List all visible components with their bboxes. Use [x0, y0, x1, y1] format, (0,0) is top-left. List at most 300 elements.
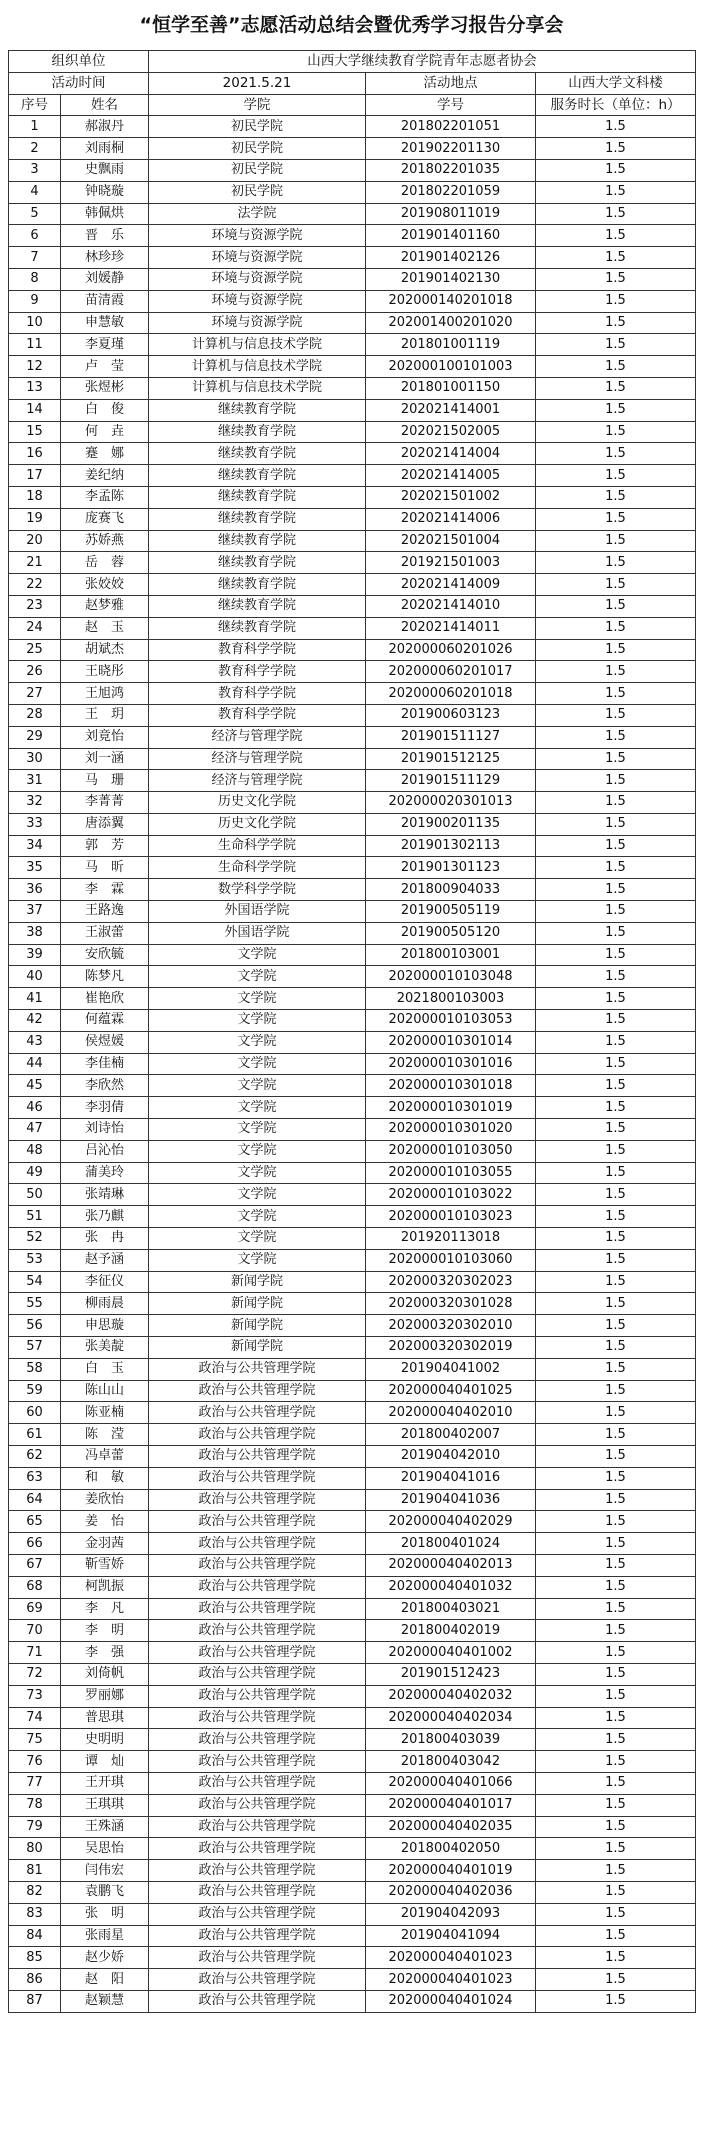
cell-hours: 1.5 — [536, 1315, 696, 1337]
cell-hours: 1.5 — [536, 486, 696, 508]
col-header-college: 学院 — [149, 94, 366, 116]
cell-index: 43 — [9, 1031, 61, 1053]
cell-college: 历史文化学院 — [149, 813, 366, 835]
cell-college: 政治与公共管理学院 — [149, 1925, 366, 1947]
cell-hours: 1.5 — [536, 443, 696, 465]
cell-name: 李菁菁 — [61, 792, 149, 814]
cell-student-id: 202000010103023 — [366, 1206, 536, 1228]
cell-hours: 1.5 — [536, 639, 696, 661]
cell-student-id: 202021414004 — [366, 443, 536, 465]
table-row — [9, 966, 696, 988]
cell-college: 政治与公共管理学院 — [149, 1446, 366, 1468]
cell-student-id: 201908011019 — [366, 203, 536, 225]
cell-student-id: 202000040402035 — [366, 1816, 536, 1838]
cell-student-id: 201901402126 — [366, 247, 536, 269]
cell-hours: 1.5 — [536, 1402, 696, 1424]
cell-hours: 1.5 — [536, 1162, 696, 1184]
cell-college: 新闻学院 — [149, 1271, 366, 1293]
cell-college: 政治与公共管理学院 — [149, 1816, 366, 1838]
cell-student-id: 202000040401023 — [366, 1947, 536, 1969]
table-row — [9, 377, 696, 399]
cell-college: 文学院 — [149, 1184, 366, 1206]
cell-hours: 1.5 — [536, 1925, 696, 1947]
cell-college: 继续教育学院 — [149, 421, 366, 443]
cell-name: 吴思怡 — [61, 1838, 149, 1860]
cell-student-id: 202000060201017 — [366, 661, 536, 683]
cell-student-id: 202001400201020 — [366, 312, 536, 334]
cell-college: 文学院 — [149, 1206, 366, 1228]
table-row — [9, 1097, 696, 1119]
cell-college: 文学院 — [149, 1119, 366, 1141]
table-row — [9, 1228, 696, 1250]
table-row — [9, 813, 696, 835]
cell-name: 胡斌杰 — [61, 639, 149, 661]
table-row — [9, 1511, 696, 1533]
cell-student-id: 202021414006 — [366, 508, 536, 530]
cell-student-id: 202000040401032 — [366, 1576, 536, 1598]
cell-student-id: 201901401160 — [366, 225, 536, 247]
cell-student-id: 201800401024 — [366, 1533, 536, 1555]
table-row — [9, 639, 696, 661]
cell-name: 刘倚帆 — [61, 1663, 149, 1685]
cell-college: 历史文化学院 — [149, 792, 366, 814]
cell-hours: 1.5 — [536, 421, 696, 443]
cell-student-id: 201800904033 — [366, 879, 536, 901]
cell-index: 47 — [9, 1119, 61, 1141]
cell-college: 继续教育学院 — [149, 443, 366, 465]
cell-hours: 1.5 — [536, 1075, 696, 1097]
cell-hours: 1.5 — [536, 399, 696, 421]
cell-index: 67 — [9, 1554, 61, 1576]
cell-student-id: 202000060201026 — [366, 639, 536, 661]
cell-name: 白 玉 — [61, 1358, 149, 1380]
cell-college: 继续教育学院 — [149, 465, 366, 487]
cell-student-id: 201900603123 — [366, 704, 536, 726]
table-row — [9, 443, 696, 465]
table-row — [9, 748, 696, 770]
cell-student-id: 201800403021 — [366, 1598, 536, 1620]
cell-hours: 1.5 — [536, 1707, 696, 1729]
cell-hours: 1.5 — [536, 1010, 696, 1032]
cell-index: 27 — [9, 683, 61, 705]
cell-hours: 1.5 — [536, 1053, 696, 1075]
cell-college: 政治与公共管理学院 — [149, 1511, 366, 1533]
cell-index: 18 — [9, 486, 61, 508]
cell-college: 文学院 — [149, 1162, 366, 1184]
cell-student-id: 201800402019 — [366, 1620, 536, 1642]
cell-index: 10 — [9, 312, 61, 334]
cell-hours: 1.5 — [536, 1467, 696, 1489]
col-header-hours: 服务时长（单位：h） — [536, 94, 696, 116]
cell-index: 82 — [9, 1881, 61, 1903]
table-row — [9, 1075, 696, 1097]
cell-college: 环境与资源学院 — [149, 290, 366, 312]
table-row — [9, 1489, 696, 1511]
cell-student-id: 201801001150 — [366, 377, 536, 399]
cell-student-id: 201901511129 — [366, 770, 536, 792]
table-row — [9, 595, 696, 617]
cell-student-id: 201800403042 — [366, 1751, 536, 1773]
cell-index: 75 — [9, 1729, 61, 1751]
cell-name: 冯卓蕾 — [61, 1446, 149, 1468]
cell-college: 文学院 — [149, 1010, 366, 1032]
cell-student-id: 202000040401019 — [366, 1860, 536, 1882]
table-row — [9, 159, 696, 181]
cell-index: 40 — [9, 966, 61, 988]
table-row — [9, 857, 696, 879]
table-row — [9, 1140, 696, 1162]
cell-index: 76 — [9, 1751, 61, 1773]
table-row — [9, 1119, 696, 1141]
cell-college: 文学院 — [149, 1053, 366, 1075]
cell-hours: 1.5 — [536, 944, 696, 966]
cell-student-id: 201901301123 — [366, 857, 536, 879]
cell-name: 马 昕 — [61, 857, 149, 879]
cell-hours: 1.5 — [536, 377, 696, 399]
cell-name: 刘媛静 — [61, 268, 149, 290]
cell-name: 姜 怡 — [61, 1511, 149, 1533]
table-row — [9, 1642, 696, 1664]
cell-name: 吕沁怡 — [61, 1140, 149, 1162]
cell-name: 白 俊 — [61, 399, 149, 421]
cell-name: 张雨星 — [61, 1925, 149, 1947]
cell-index: 8 — [9, 268, 61, 290]
cell-student-id: 202000100101003 — [366, 356, 536, 378]
cell-name: 史明明 — [61, 1729, 149, 1751]
table-row — [9, 1620, 696, 1642]
cell-index: 45 — [9, 1075, 61, 1097]
cell-index: 15 — [9, 421, 61, 443]
cell-name: 王路逸 — [61, 901, 149, 923]
cell-hours: 1.5 — [536, 1772, 696, 1794]
cell-college: 教育科学学院 — [149, 639, 366, 661]
cell-student-id: 201901302113 — [366, 835, 536, 857]
cell-name: 安欣毓 — [61, 944, 149, 966]
cell-index: 87 — [9, 1990, 61, 2012]
cell-hours: 1.5 — [536, 1446, 696, 1468]
cell-student-id: 201900505120 — [366, 922, 536, 944]
cell-name: 韩佩烘 — [61, 203, 149, 225]
cell-name: 李羽倩 — [61, 1097, 149, 1119]
cell-name: 何 垚 — [61, 421, 149, 443]
cell-college: 计算机与信息技术学院 — [149, 356, 366, 378]
cell-college: 政治与公共管理学院 — [149, 1598, 366, 1620]
cell-student-id: 202021414011 — [366, 617, 536, 639]
cell-index: 17 — [9, 465, 61, 487]
cell-name: 陈 滢 — [61, 1424, 149, 1446]
cell-college: 环境与资源学院 — [149, 225, 366, 247]
org-row — [9, 51, 696, 73]
cell-name: 林珍珍 — [61, 247, 149, 269]
cell-index: 3 — [9, 159, 61, 181]
cell-college: 初民学院 — [149, 116, 366, 138]
cell-student-id: 201802201035 — [366, 159, 536, 181]
cell-name: 张 明 — [61, 1903, 149, 1925]
cell-student-id: 201800403039 — [366, 1729, 536, 1751]
cell-student-id: 202000320302019 — [366, 1337, 536, 1359]
cell-hours: 1.5 — [536, 1424, 696, 1446]
cell-college: 政治与公共管理学院 — [149, 1969, 366, 1991]
cell-college: 继续教育学院 — [149, 595, 366, 617]
cell-hours: 1.5 — [536, 1903, 696, 1925]
cell-student-id: 201900505119 — [366, 901, 536, 923]
cell-hours: 1.5 — [536, 792, 696, 814]
cell-college: 文学院 — [149, 1140, 366, 1162]
cell-name: 郭 芳 — [61, 835, 149, 857]
cell-college: 教育科学学院 — [149, 683, 366, 705]
cell-index: 22 — [9, 574, 61, 596]
cell-college: 继续教育学院 — [149, 530, 366, 552]
cell-index: 23 — [9, 595, 61, 617]
cell-hours: 1.5 — [536, 1119, 696, 1141]
place-value: 山西大学文科楼 — [536, 72, 696, 94]
table-row — [9, 1947, 696, 1969]
cell-index: 56 — [9, 1315, 61, 1337]
cell-college: 文学院 — [149, 944, 366, 966]
table-row — [9, 1903, 696, 1925]
cell-student-id: 202000010301020 — [366, 1119, 536, 1141]
cell-name: 袁鹏飞 — [61, 1881, 149, 1903]
cell-hours: 1.5 — [536, 857, 696, 879]
cell-name: 张姣姣 — [61, 574, 149, 596]
cell-index: 63 — [9, 1467, 61, 1489]
cell-index: 54 — [9, 1271, 61, 1293]
cell-college: 数学科学学院 — [149, 879, 366, 901]
cell-name: 金羽茜 — [61, 1533, 149, 1555]
cell-college: 政治与公共管理学院 — [149, 1729, 366, 1751]
place-label: 活动地点 — [366, 72, 536, 94]
cell-name: 柯凯振 — [61, 1576, 149, 1598]
cell-hours: 1.5 — [536, 1881, 696, 1903]
table-row — [9, 1467, 696, 1489]
cell-name: 庞赛飞 — [61, 508, 149, 530]
page-title: “恒学至善”志愿活动总结会暨优秀学习报告分享会 — [139, 14, 564, 36]
cell-college: 政治与公共管理学院 — [149, 1642, 366, 1664]
cell-name: 李征仪 — [61, 1271, 149, 1293]
cell-name: 柳雨晨 — [61, 1293, 149, 1315]
cell-hours: 1.5 — [536, 1947, 696, 1969]
cell-student-id: 202021414001 — [366, 399, 536, 421]
cell-name: 钟晓璇 — [61, 181, 149, 203]
cell-student-id: 202000040401002 — [366, 1642, 536, 1664]
cell-index: 14 — [9, 399, 61, 421]
table-row — [9, 988, 696, 1010]
cell-index: 58 — [9, 1358, 61, 1380]
col-header-index: 序号 — [9, 94, 61, 116]
table-row — [9, 901, 696, 923]
cell-student-id: 201901512125 — [366, 748, 536, 770]
cell-hours: 1.5 — [536, 704, 696, 726]
cell-student-id: 201802201059 — [366, 181, 536, 203]
cell-student-id: 2021800103003 — [366, 988, 536, 1010]
cell-name: 李 霖 — [61, 879, 149, 901]
cell-index: 80 — [9, 1838, 61, 1860]
cell-name: 陈梦凡 — [61, 966, 149, 988]
cell-college: 政治与公共管理学院 — [149, 1947, 366, 1969]
cell-index: 24 — [9, 617, 61, 639]
cell-college: 新闻学院 — [149, 1337, 366, 1359]
cell-student-id: 202000040401023 — [366, 1969, 536, 1991]
cell-name: 赵颖慧 — [61, 1990, 149, 2012]
cell-college: 政治与公共管理学院 — [149, 1990, 366, 2012]
cell-college: 继续教育学院 — [149, 399, 366, 421]
cell-name: 普思琪 — [61, 1707, 149, 1729]
cell-index: 77 — [9, 1772, 61, 1794]
cell-hours: 1.5 — [536, 1598, 696, 1620]
cell-college: 初民学院 — [149, 159, 366, 181]
cell-student-id: 202000040402013 — [366, 1554, 536, 1576]
cell-college: 文学院 — [149, 1228, 366, 1250]
cell-index: 68 — [9, 1576, 61, 1598]
cell-name: 崔艳欣 — [61, 988, 149, 1010]
cell-college: 政治与公共管理学院 — [149, 1838, 366, 1860]
cell-index: 13 — [9, 377, 61, 399]
cell-student-id: 202000040402010 — [366, 1402, 536, 1424]
cell-name: 张美靛 — [61, 1337, 149, 1359]
cell-index: 41 — [9, 988, 61, 1010]
cell-college: 教育科学学院 — [149, 661, 366, 683]
table-row — [9, 1358, 696, 1380]
table-row — [9, 181, 696, 203]
table-row — [9, 792, 696, 814]
cell-index: 49 — [9, 1162, 61, 1184]
cell-index: 12 — [9, 356, 61, 378]
cell-name: 何蕴霖 — [61, 1010, 149, 1032]
cell-hours: 1.5 — [536, 181, 696, 203]
cell-college: 经济与管理学院 — [149, 726, 366, 748]
table-row — [9, 574, 696, 596]
cell-index: 26 — [9, 661, 61, 683]
cell-student-id: 202000140201018 — [366, 290, 536, 312]
cell-student-id: 201902201130 — [366, 138, 536, 160]
cell-student-id: 202021414009 — [366, 574, 536, 596]
cell-hours: 1.5 — [536, 1206, 696, 1228]
cell-hours: 1.5 — [536, 465, 696, 487]
cell-index: 25 — [9, 639, 61, 661]
cell-index: 53 — [9, 1249, 61, 1271]
cell-college: 政治与公共管理学院 — [149, 1380, 366, 1402]
cell-name: 姜欣怡 — [61, 1489, 149, 1511]
cell-index: 30 — [9, 748, 61, 770]
cell-student-id: 202000010103022 — [366, 1184, 536, 1206]
cell-index: 48 — [9, 1140, 61, 1162]
cell-name: 岳 蓉 — [61, 552, 149, 574]
cell-student-id: 202000040402036 — [366, 1881, 536, 1903]
cell-college: 政治与公共管理学院 — [149, 1903, 366, 1925]
table-row — [9, 1271, 696, 1293]
cell-college: 政治与公共管理学院 — [149, 1576, 366, 1598]
cell-student-id: 201802201051 — [366, 116, 536, 138]
table-row — [9, 1053, 696, 1075]
cell-student-id: 201904041016 — [366, 1467, 536, 1489]
table-row — [9, 1249, 696, 1271]
cell-hours: 1.5 — [536, 1184, 696, 1206]
cell-college: 继续教育学院 — [149, 552, 366, 574]
table-row — [9, 1990, 696, 2012]
table-row — [9, 770, 696, 792]
cell-hours: 1.5 — [536, 617, 696, 639]
table-row — [9, 1881, 696, 1903]
table-row — [9, 944, 696, 966]
cell-name: 李佳楠 — [61, 1053, 149, 1075]
table-row — [9, 835, 696, 857]
cell-hours: 1.5 — [536, 574, 696, 596]
org-label: 组织单位 — [9, 51, 149, 73]
cell-college: 经济与管理学院 — [149, 748, 366, 770]
cell-college: 继续教育学院 — [149, 574, 366, 596]
cell-name: 唐添翼 — [61, 813, 149, 835]
cell-index: 37 — [9, 901, 61, 923]
time-label: 活动时间 — [9, 72, 149, 94]
cell-hours: 1.5 — [536, 661, 696, 683]
cell-hours: 1.5 — [536, 530, 696, 552]
cell-index: 20 — [9, 530, 61, 552]
cell-student-id: 201904042010 — [366, 1446, 536, 1468]
cell-college: 政治与公共管理学院 — [149, 1772, 366, 1794]
cell-college: 新闻学院 — [149, 1315, 366, 1337]
cell-name: 李 明 — [61, 1620, 149, 1642]
cell-index: 52 — [9, 1228, 61, 1250]
cell-college: 环境与资源学院 — [149, 312, 366, 334]
cell-hours: 1.5 — [536, 1729, 696, 1751]
cell-hours: 1.5 — [536, 813, 696, 835]
cell-college: 政治与公共管理学院 — [149, 1402, 366, 1424]
cell-student-id: 202021414005 — [366, 465, 536, 487]
cell-index: 28 — [9, 704, 61, 726]
cell-index: 31 — [9, 770, 61, 792]
cell-index: 5 — [9, 203, 61, 225]
cell-student-id: 202000320302023 — [366, 1271, 536, 1293]
cell-index: 66 — [9, 1533, 61, 1555]
table-row — [9, 508, 696, 530]
col-header-name: 姓名 — [61, 94, 149, 116]
cell-hours: 1.5 — [536, 116, 696, 138]
cell-college: 政治与公共管理学院 — [149, 1554, 366, 1576]
cell-name: 郝淑丹 — [61, 116, 149, 138]
cell-hours: 1.5 — [536, 1816, 696, 1838]
cell-hours: 1.5 — [536, 1838, 696, 1860]
cell-name: 姜纪纳 — [61, 465, 149, 487]
cell-index: 55 — [9, 1293, 61, 1315]
cell-name: 赵梦雅 — [61, 595, 149, 617]
cell-hours: 1.5 — [536, 1293, 696, 1315]
table-row — [9, 879, 696, 901]
table-row — [9, 1402, 696, 1424]
cell-index: 1 — [9, 116, 61, 138]
table-row — [9, 1293, 696, 1315]
cell-hours: 1.5 — [536, 552, 696, 574]
cell-name: 马 珊 — [61, 770, 149, 792]
table-row — [9, 356, 696, 378]
cell-index: 70 — [9, 1620, 61, 1642]
cell-name: 赵少娇 — [61, 1947, 149, 1969]
cell-name: 刘诗怡 — [61, 1119, 149, 1141]
cell-hours: 1.5 — [536, 1337, 696, 1359]
cell-hours: 1.5 — [536, 879, 696, 901]
cell-student-id: 201800402007 — [366, 1424, 536, 1446]
cell-college: 继续教育学院 — [149, 508, 366, 530]
cell-college: 文学院 — [149, 1249, 366, 1271]
cell-name: 申思璇 — [61, 1315, 149, 1337]
cell-student-id: 202000040401066 — [366, 1772, 536, 1794]
cell-hours: 1.5 — [536, 1990, 696, 2012]
table-row — [9, 1162, 696, 1184]
table-row — [9, 1925, 696, 1947]
table-row — [9, 617, 696, 639]
cell-name: 和 敏 — [61, 1467, 149, 1489]
cell-index: 79 — [9, 1816, 61, 1838]
cell-hours: 1.5 — [536, 1358, 696, 1380]
